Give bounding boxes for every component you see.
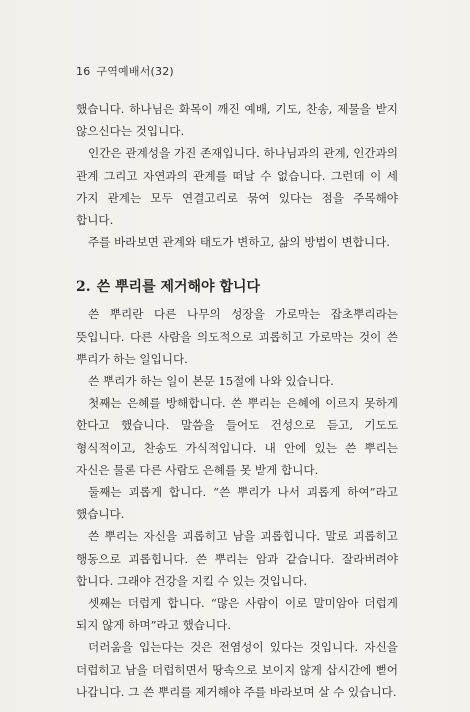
section-heading	[76, 275, 398, 299]
section-number: 2.	[76, 279, 91, 296]
paragraph: 쓴 뿌리란 다른 나무의 성장을 가로막는 잡초뿌리라는 뜻입니다. 다른 사람을 의도적으로 괴롭히고 가로막는 것이 쓴 뿌리가 하는 일입니다.	[76, 307, 398, 366]
paragraph: 주를 바라보면 관계와 태도가 변하고, 삶의 방법이 변합니다.	[88, 235, 390, 250]
body-text	[76, 98, 398, 703]
paragraph: 인간은 관계성을 가진 존재입니다. 하나님과의 관계, 인간과의 관계 그리고 자연과의 관계를 떠날 수 없습니다. 그런데 이 세 가지 관계는 모두 연결고리로 묶여 있다는 점을 주목해야 합니다.	[76, 146, 398, 228]
running-header	[76, 63, 174, 79]
paragraph: 쓴 뿌리가 하는 일이 본문 15절에 나와 있습니다.	[88, 374, 334, 389]
paragraph: 둘째는 괴롭게 합니다. “쓴 뿌리가 나서 괴롭게 하여”라고 했습니다.	[76, 485, 398, 522]
paragraph: 첫째는 은혜를 방해합니다. 쓴 뿌리는 은혜에 이르지 못하게 한다고 했습니다. 말씀을 들어도 건성으로 듣고, 기도도 형식적이고, 찬송도 가식적입니다. 내 안에 있는 쓴 뿌리는 자신은 물론 다른 사람도 은혜를 못 받게 합니다.	[76, 396, 398, 477]
paragraph: 셋째는 더럽게 합니다. “많은 사람이 이로 말미암아 더럽게 되지 않게 하며”라고 했습니다.	[76, 596, 398, 633]
paragraph: 쓴 뿌리는 자신을 괴롭히고 남을 괴롭힙니다. 말로 괴롭히고 행동으로 괴롭힙니다. 쓴 뿌리는 암과 같습니다. 잘라버려야 합니다. 그래야 건강을 지킬 수 있는 것입니다.	[76, 529, 398, 588]
section-title: 쓴 뿌리를 제거해야 합니다	[96, 279, 261, 296]
book-title: 구역예배서(32)	[96, 65, 174, 78]
paragraph: 했습니다. 하나님은 화목이 깨진 예배, 기도, 찬송, 제물을 받지 않으신다는 것입니다.	[76, 102, 398, 139]
paragraph: 더러움을 입는다는 것은 전염성이 있다는 것입니다. 자신을 더럽히고 남을 더럽히면서 땅속으로 보이지 않게 삽시간에 뻗어 나갑니다. 그 쓴 뿌리를 제거해야 주를 바라보며 살 수 있습니다.	[76, 640, 398, 699]
page-number: 16	[76, 65, 91, 78]
